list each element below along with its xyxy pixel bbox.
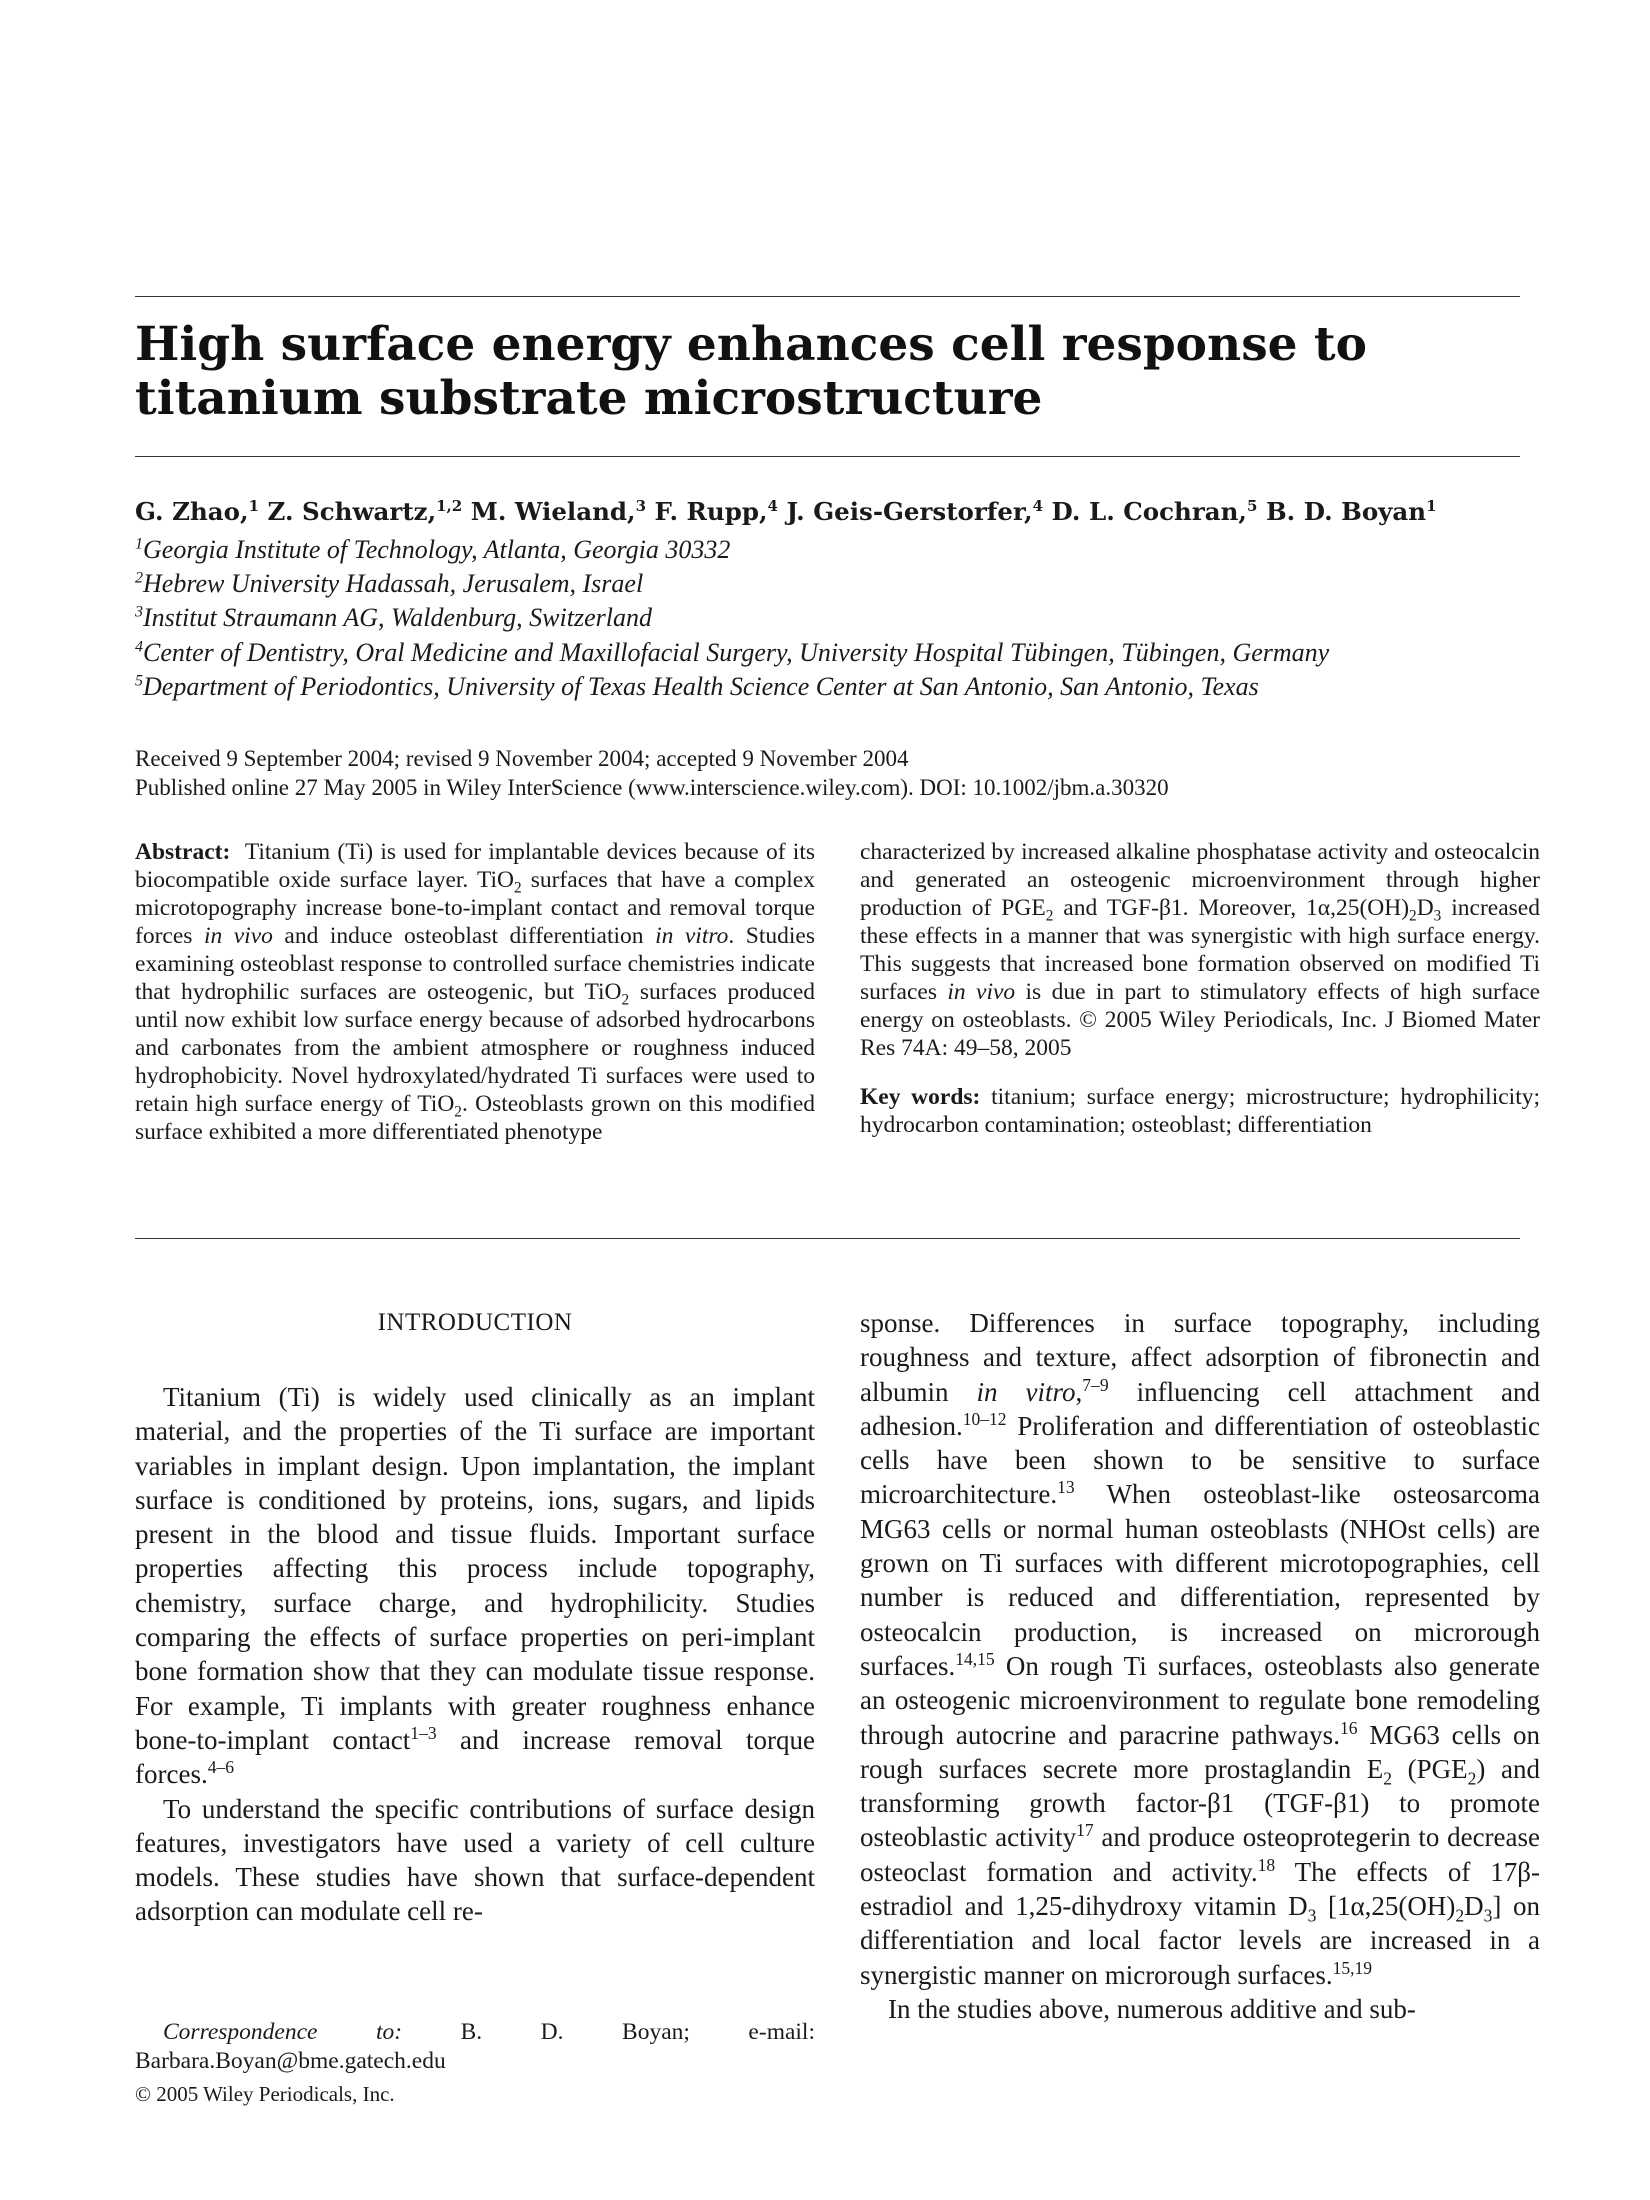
paragraph-fragment: ) and transforming growth factor-β1 (TGF-β1) to promote osteoblastic activity xyxy=(860,1753,1540,1853)
abstract-fragment: surfaces produced until now exhibit low surface energy because of adsorbed hydrocarbons and carbonates from the ambient atmosphere or roughness induced hydrophobicity. Novel hydroxylated/hydrated Ti surfaces were used to retain high surface energy of TiO xyxy=(135,979,815,1117)
affiliation xyxy=(135,601,1535,635)
paragraph-fragment: and increase removal torque forces. xyxy=(135,1724,815,1790)
abstract-fragment: . Studies examining osteoblast response to controlled surface chemistries indicate that hydrophilic surfaces are osteogenic, but TiO xyxy=(135,923,815,1005)
author: B. D. Boyan xyxy=(1265,497,1427,526)
author-affiliation-mark: 4 xyxy=(1032,496,1044,515)
abstract-fragment: increased these effects in a manner that was synergistic with high surface energy. This suggests that increased bone formation observed on modified Ti surfaces xyxy=(860,895,1540,1005)
correspondence-label: Correspondence to: xyxy=(163,2019,403,2045)
affiliation-number: 3 xyxy=(135,603,143,621)
affiliation xyxy=(135,533,1535,567)
paragraph-fragment: On rough Ti surfaces, osteoblasts also generate an osteogenic microenvironment to regulate bone remodeling through autocrine and paracrine pathways. xyxy=(860,1650,1540,1750)
italic-term: in vivo xyxy=(203,923,273,949)
affiliation-text: Georgia Institute of Technology, Atlanta, Georgia 30332 xyxy=(143,535,731,564)
subscript: 2 xyxy=(1045,907,1054,925)
author: F. Rupp, xyxy=(654,497,768,526)
affiliation-text: Hebrew University Hadassah, Jerusalem, Israel xyxy=(143,569,644,599)
citation: 17 xyxy=(1076,1820,1094,1841)
author: D. L. Cochran, xyxy=(1051,497,1247,526)
paragraph-fragment: The effects of 17β-estradiol and 1,25-dihydroxy vitamin D xyxy=(860,1856,1540,1922)
paragraph: In the studies above, numerous additive and sub- xyxy=(888,1993,1416,2024)
affiliation-text: Department of Periodontics, University of Texas Health Science Center at San Antonio, San Antonio, Texas xyxy=(143,671,1259,701)
paragraph xyxy=(135,1380,815,1792)
abstract-fragment: Titanium (Ti) is used for implantable devices because of its biocompatible oxide surface layer. TiO xyxy=(135,839,816,893)
paragraph xyxy=(860,1306,1540,1992)
affiliation-number: 2 xyxy=(135,569,143,587)
paragraph-fragment: MG63 cells on rough surfaces secrete more prostaglandin E xyxy=(860,1719,1540,1784)
keywords xyxy=(860,1083,1540,1139)
affiliation-text: Center of Dentistry, Oral Medicine and Maxillofacial Surgery, University Hospital Tübingen, Tübingen, Germany xyxy=(143,637,1330,667)
paragraph-fragment: sponse. Differences in surface topography, including roughness and texture, affect adsorption of fibronectin and albumin xyxy=(860,1308,1540,1407)
subscript: 2 xyxy=(1409,907,1417,925)
affiliation-number: 1 xyxy=(135,535,143,553)
abstract-fragment: surfaces that have a complex microtopography increase bone-to-implant contact and removal torque forces xyxy=(135,867,815,949)
abstract-fragment: characterized by increased alkaline phosphatase activity and osteocalcin and generated an osteogenic microenvironment through higher production of PGE xyxy=(860,839,1540,921)
subscript: 2 xyxy=(454,1103,462,1121)
affiliation xyxy=(135,567,1535,601)
author-affiliation-mark: 4 xyxy=(767,496,778,515)
citation: 13 xyxy=(1057,1477,1075,1498)
author: G. Zhao, xyxy=(135,497,249,526)
paragraph-fragment: (PGE xyxy=(1392,1753,1468,1784)
citation: 4–6 xyxy=(207,1757,235,1778)
paragraph: To understand the specific contributions of surface design features, investigators have used a variety of cell culture models. These studies have shown that surface-dependent adsorption can modulate cell re- xyxy=(135,1793,815,1927)
italic-term: in vitro xyxy=(655,923,729,949)
top-rule xyxy=(135,296,1520,297)
paragraph-fragment: and produce osteoprotegerin to decrease osteoclast formation and activity. xyxy=(860,1822,1540,1887)
abstract-fragment: and TGF-β1. Moreover, 1α,25(OH) xyxy=(1053,895,1410,921)
section-heading: INTRODUCTION xyxy=(377,1309,573,1336)
subscript: 3 xyxy=(1307,1905,1317,1926)
paragraph-fragment: , xyxy=(1075,1376,1083,1407)
subscript: 2 xyxy=(1383,1768,1393,1789)
citation: 15,19 xyxy=(1332,1957,1373,1978)
subscript: 3 xyxy=(1433,907,1442,925)
affiliation xyxy=(135,670,1535,704)
author-affiliation-mark: 1 xyxy=(1426,496,1437,515)
body-right-column xyxy=(860,1306,1540,2026)
abstract-text xyxy=(135,838,815,1146)
paragraph-fragment: D xyxy=(1464,1891,1484,1922)
keywords-text: titanium; surface energy; microstructure; hydrophilicity; hydrocarbon contamination; osteoblast; differentiation xyxy=(860,1084,1540,1138)
citation: 18 xyxy=(1257,1854,1276,1875)
subscript: 3 xyxy=(1483,1905,1493,1926)
affiliation xyxy=(135,636,1535,670)
correspondence-text: B. D. Boyan; e-mail: Barbara.Boyan@bme.gatech.edu xyxy=(135,2019,815,2074)
received-dates: Received 9 September 2004; revised 9 November 2004; accepted 9 November 2004 xyxy=(135,746,909,771)
author: J. Geis-Gerstorfer, xyxy=(786,497,1033,526)
citation: 10–12 xyxy=(962,1408,1007,1429)
author-list xyxy=(135,497,1520,527)
paragraph-fragment: Proliferation and differentiation of osteoblastic cells have been shown to be sensitive to surface microarchitecture. xyxy=(860,1410,1540,1510)
citation: 16 xyxy=(1339,1717,1358,1738)
body-left-column xyxy=(135,1306,815,1929)
abstract-rule xyxy=(135,1238,1520,1239)
italic-term: in vitro xyxy=(976,1376,1076,1407)
italic-term: in vivo xyxy=(947,979,1016,1005)
title-rule xyxy=(135,456,1520,457)
author-affiliation-mark: 5 xyxy=(1246,496,1258,515)
author: M. Wieland, xyxy=(470,497,636,526)
abstract-fragment: and induce osteoblast differentiation xyxy=(272,923,656,949)
citation: 7–9 xyxy=(1082,1374,1109,1395)
affiliation-number: 4 xyxy=(135,637,143,655)
paragraph-fragment: [1α,25(OH) xyxy=(1316,1891,1456,1922)
subscript: 2 xyxy=(621,991,630,1009)
author-affiliation-mark: 1,2 xyxy=(436,496,463,515)
abstract-fragment: . Osteoblasts grown on this modified surface exhibited a more differentiated phenotype xyxy=(135,1091,815,1145)
paragraph-fragment: influencing cell attachment and adhesion. xyxy=(860,1376,1540,1441)
copyright-notice: © 2005 Wiley Periodicals, Inc. xyxy=(135,2082,395,2106)
paragraph-fragment: ] on differentiation and local factor levels are increased in a synergistic manner on microrough surfaces. xyxy=(860,1891,1540,1990)
paragraph-fragment: When osteoblast-like osteosarcoma MG63 cells or normal human osteoblasts (NHOst cells) are grown on Ti surfaces with different microtopographies, cell number is reduced and differentiation, represented by osteocalcin production, is increased on microrough surfaces. xyxy=(860,1479,1540,1681)
paragraph-fragment: Titanium (Ti) is widely used clinically as an implant material, and the properties of the Ti surface are important variables in implant design. Upon implantation, the implant surface is conditioned by proteins, ions, sugars, and lipids present in the blood and tissue fluids. Important surface properties affecting this process include topography, chemistry, surface charge, and hydrophilicity. Studies comparing the effects of surface properties on peri-implant bone formation show that they can modulate tissue response. For example, Ti implants with greater roughness enhance bone-to-implant contact xyxy=(135,1382,815,1755)
abstract-right-column xyxy=(860,838,1540,1139)
subscript: 2 xyxy=(1467,1768,1477,1789)
citation: 14,15 xyxy=(955,1648,995,1669)
article-history xyxy=(135,744,1535,802)
affiliation-list xyxy=(135,533,1535,704)
abstract-text-continued xyxy=(860,838,1540,1062)
abstract-fragment: is due in part to stimulatory effects of high surface energy on osteoblasts. © 2005 Wiley Periodicals, Inc. J Biomed Mater Res 74A: 49–58, 2005 xyxy=(860,979,1540,1061)
author-affiliation-mark: 3 xyxy=(635,496,647,515)
affiliation-number: 5 xyxy=(135,672,143,690)
affiliation-text: Institut Straumann AG, Waldenburg, Switzerland xyxy=(143,603,652,633)
abstract-fragment: D xyxy=(1416,895,1434,921)
author-affiliation-mark: 1 xyxy=(248,496,259,515)
subscript: 2 xyxy=(513,879,522,897)
abstract-label: Abstract: xyxy=(135,839,231,865)
author: Z. Schwartz, xyxy=(267,497,437,526)
abstract-left-column xyxy=(135,838,815,1146)
subscript: 2 xyxy=(1455,1905,1465,1926)
published-online: Published online 27 May 2005 in Wiley InterScience (www.interscience.wiley.com). DOI: 10.1002/jbm.a.30320 xyxy=(135,775,1169,800)
citation: 1–3 xyxy=(410,1722,437,1743)
article-title: High surface energy enhances cell response to titanium substrate microstructure xyxy=(135,317,1367,426)
keywords-label: Key words: xyxy=(860,1084,981,1110)
correspondence-note xyxy=(135,2018,815,2076)
